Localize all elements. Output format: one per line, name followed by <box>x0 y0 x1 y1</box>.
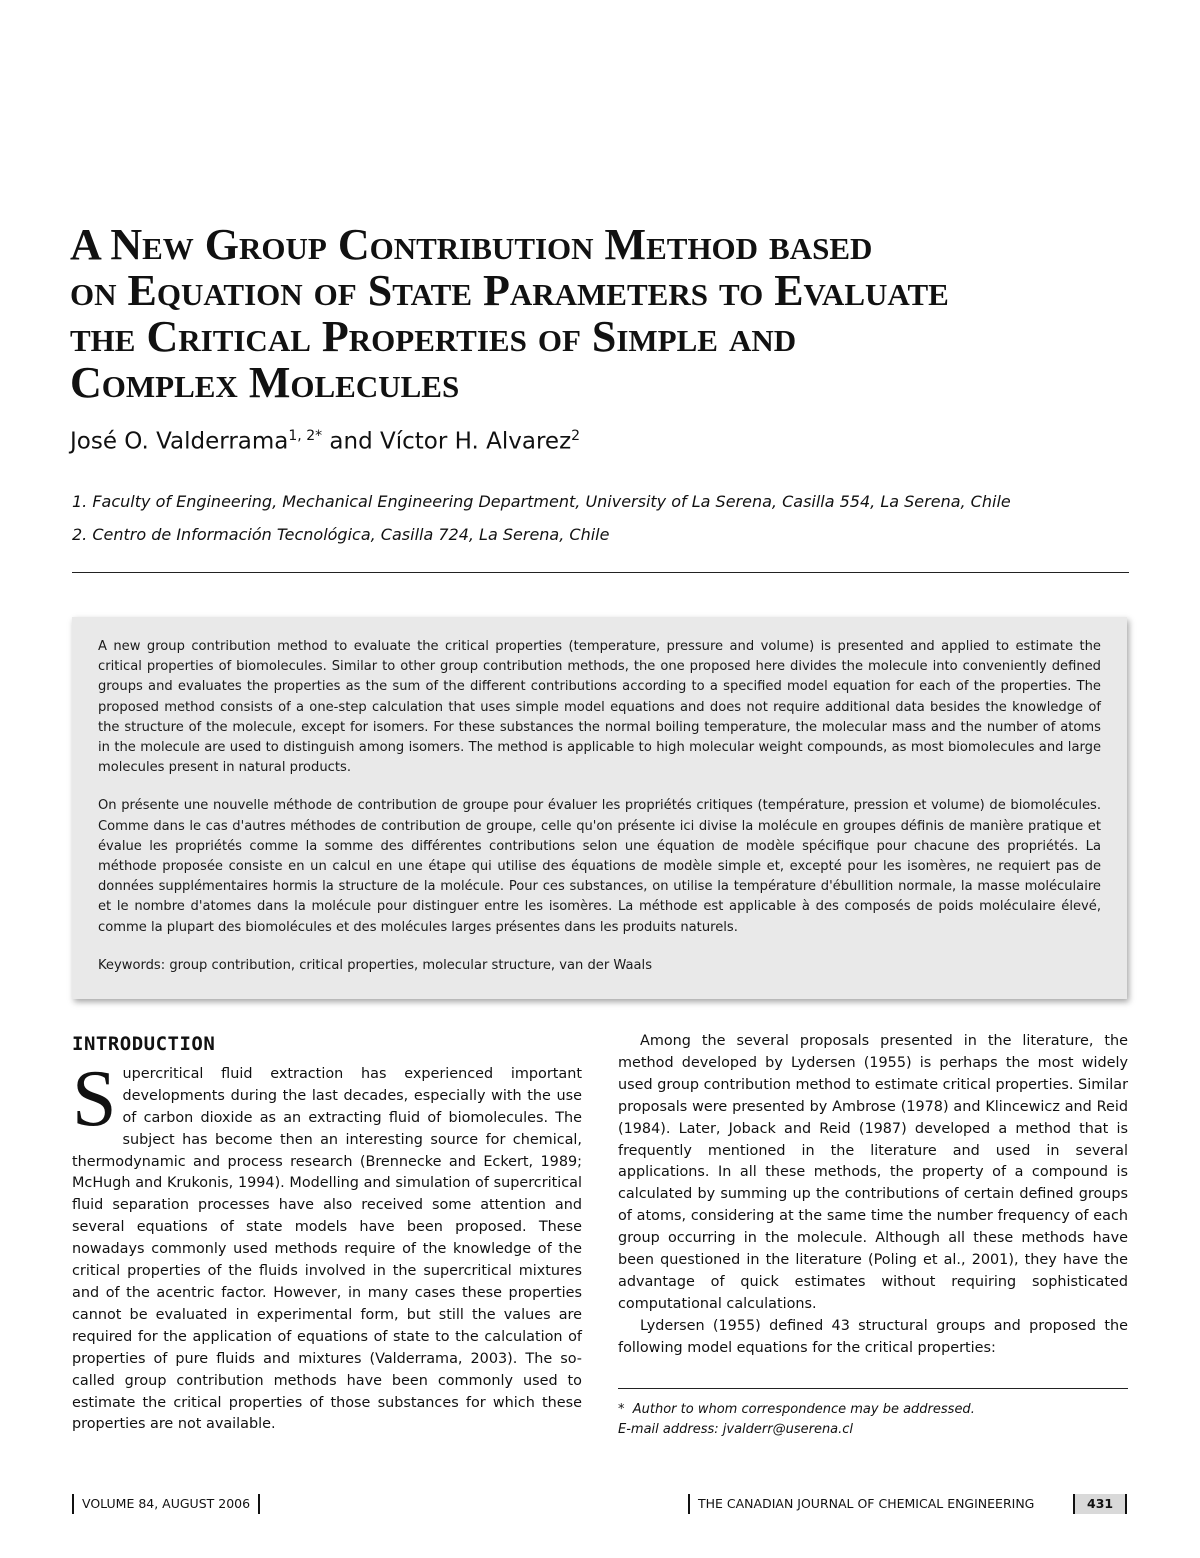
abstract-box <box>72 617 1127 999</box>
footer-volume: VOLUME 84, AUGUST 2006 <box>72 1494 260 1514</box>
author-affiliation-mark: 1, 2* <box>288 428 323 444</box>
keywords: Keywords: group contribution, critical properties, molecular structure, van der Waals <box>98 957 653 973</box>
section-heading: INTRODUCTION <box>72 1033 216 1055</box>
affiliation: 2. Centro de Información Tecnológica, Casilla 724, La Serena, Chile <box>72 525 610 544</box>
paragraph: Among the several proposals presented in the literature, the method developed by Lydersen (1955) is perhaps the most widely used group contribution method to estimate critical properties. Similar proposals were presented by Ambrose (1978) and Klincewicz and Reid (1984). Later, Joback and Reid (1987) developed a method that is frequently mentioned in the literature and used in several applications. In all these methods, the property of a compound is calculated by summing up the contributions of certain defined groups of atoms, considering at the same time the number frequency of each group occurring in the molecule. Although all these methods have been questioned in the literature (Poling et al., 2001), they have the advantage of quick estimates without requiring sophisticated computational calculations. <box>618 1033 1128 1312</box>
right-column <box>618 1031 1128 1360</box>
title-line: Complex Molecules <box>70 358 460 407</box>
author-conjunction: and <box>322 428 381 455</box>
drop-cap: S <box>72 1054 117 1143</box>
title-line: on Equation of State Parameters to Evaluate <box>70 266 949 315</box>
author-list <box>70 428 580 455</box>
footer-journal: THE CANADIAN JOURNAL OF CHEMICAL ENGINEERING <box>688 1494 1034 1514</box>
paragraph <box>72 1054 582 1436</box>
affiliation: 1. Faculty of Engineering, Mechanical Engineering Department, University of La Serena, Casilla 554, La Serena, Chile <box>72 492 1011 511</box>
author-name: Víctor H. Alvarez <box>380 428 572 455</box>
footnote <box>618 1400 1128 1440</box>
paragraph-text: upercritical fluid extraction has experienced important developments during the last decades, especially with the use of carbon dioxide as an extracting fluid of biomolecules. The subject has become then an interesting source for chemical, thermodynamic and process research (Brennecke and Eckert, 1989; McHugh and Krukonis, 1994). Modelling and simulation of supercritical fluid separation processes have also received some attention and several equations of state models have been proposed. These nowadays commonly used methods require of the knowledge of the critical properties of the fluids involved in the supercritical mixtures and of the acentric factor. However, in many cases these properties cannot be evaluated in experimental form, but still the values are required for the application of equations of state to the calculation of properties of pure fluids and mixtures (Valderrama, 2003). The so-called group contribution methods have been commonly used to estimate the critical properties of those substances for which these properties are not available. <box>72 1065 582 1433</box>
header-divider <box>72 572 1129 573</box>
paragraph: Lydersen (1955) defined 43 structural groups and proposed the following model equations for the critical properties: <box>618 1317 1128 1356</box>
abstract-english: A new group contribution method to evaluate the critical properties (temperature, pressure and volume) is presented and applied to estimate the critical properties of biomolecules. Similar to other group contribution methods, the one proposed here divides the molecule into conveniently defined groups and evaluates the properties as the sum of the different contributions according to a specified model equation for each of the properties. The proposed method consists of a one-step calculation that uses simple model equations and does not require additional data besides the knowledge of the structure of the molecule, except for isomers. For these substances the normal boiling temperature, the molecular mass and the number of atoms in the molecule are used to distinguish among isomers. The method is applicable to high molecular weight compounds, as most biomolecules and large molecules present in natural products. <box>98 639 1101 776</box>
abstract-french: On présente une nouvelle méthode de contribution de groupe pour évaluer les propriétés critiques (température, pression et volume) de biomolécules. Comme dans le cas d'autres méthodes de contribution de groupe, celle qu'on présente ici divise la molécule en groupes définis de manière pratique et évalue les propriétés comme la somme des différentes contributions selon une équation de modèle spécifique pour chacune des propriétés. La méthode proposée consiste en un calcul en une étape qui utilise des équations de modèle simple et, excepté pour les isomères, ne requiert pas de données supplémentaires hormis la structure de la molécule. Pour ces substances, on utilise la température d'ébullition normale, la masse moléculaire et le nombre d'atomes dans la molécule pour distinguer entre les isomères. La méthode est applicable à des composés de poids moléculaire élevé, comme la plupart des biomolécules et des molécules larges présentes dans les produits naturels. <box>98 798 1101 935</box>
footnote-divider <box>618 1388 1128 1389</box>
footnote-email: E-mail address: jvalderr@userena.cl <box>618 1422 854 1437</box>
footnote-correspondence: * Author to whom correspondence may be addressed. <box>618 1402 975 1417</box>
author-affiliation-mark: 2 <box>571 428 581 444</box>
left-column <box>72 1034 582 1436</box>
title-line: A New Group Contribution Method based <box>70 220 873 269</box>
title-line: the Critical Properties of Simple and <box>70 312 797 361</box>
author-name: José O. Valderrama <box>70 428 289 455</box>
page-number: 431 <box>1073 1494 1127 1514</box>
article-title <box>70 222 1130 406</box>
